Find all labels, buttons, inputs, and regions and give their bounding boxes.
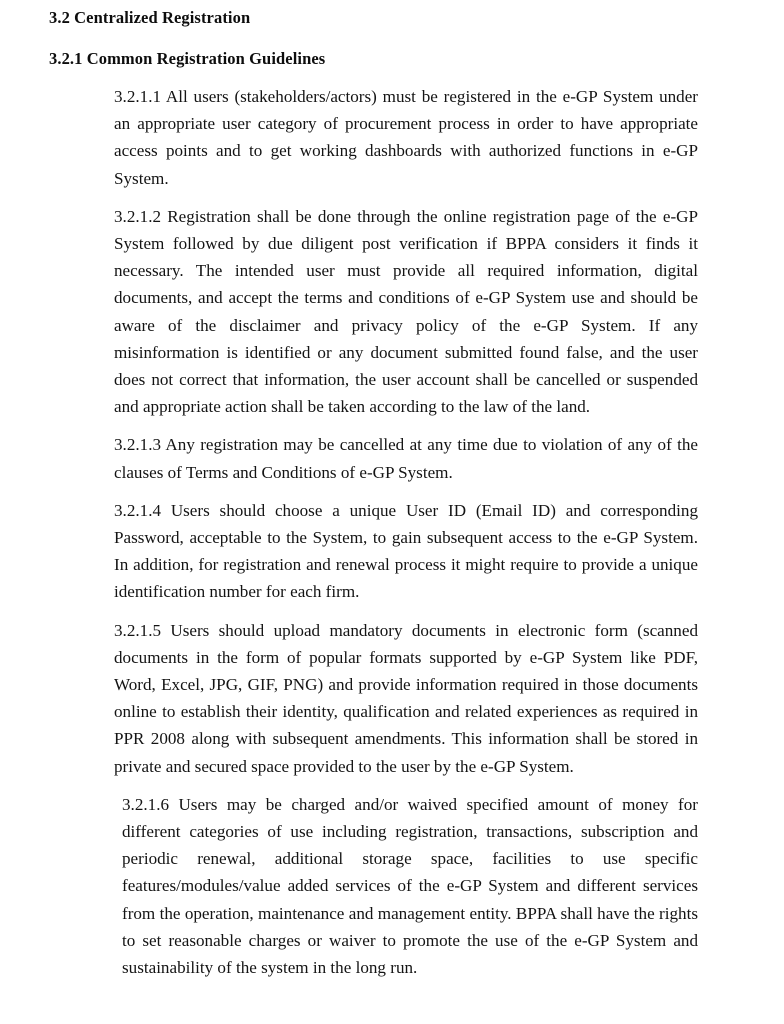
paragraph-3-2-1-5: 3.2.1.5 Users should upload mandatory documents in electronic form (scanned documents in the form of popular formats supported by e-GP System like PDF, Word, Excel, JPG, GIF, PNG) and provide information required in those documents online to establish their identity, qualification and related experiences as required in PPR 2008 along with subsequent amendments. This information shall be stored in private and secured space provided to the user by the e-GP System. [114,620,698,776]
body-text-block [0,83,784,981]
paragraph-3-2-1-2: 3.2.1.2 Registration shall be done through the online registration page of the e-GP System followed by due diligent post verification if BPPA considers it finds it necessary. The intended user must provide all required information, digital documents, and accept the terms and conditions of e-GP System use and should be aware of the disclaimer and privacy policy of the e-GP System. If any misinformation is identified or any document submitted found false, and the user does not correct that information, the user account shall be cancelled or suspended and appropriate action shall be taken according to the law of the land. [114,206,698,417]
paragraph-3-2-1-3: 3.2.1.3 Any registration may be cancelled at any time due to violation of any of the clauses of Terms and Conditions of e-GP System. [114,435,698,482]
paragraph-3-2-1-6: 3.2.1.6 Users may be charged and/or waived specified amount of money for different categories of use including registration, transactions, subscription and periodic renewal, additional storage space, facilities to use specific features/modules/value added services of the e-GP System and different services from the operation, maintenance and management entity. BPPA shall have the rights to set reasonable charges or waiver to promote the use of the e-GP System and sustainability of the system in the long run. [122,794,698,978]
section-heading-3-2: 3.2 Centralized Registration [49,8,251,27]
section-heading-3-2-1: 3.2.1 Common Registration Guidelines [49,49,326,68]
paragraph-3-2-1-4: 3.2.1.4 Users should choose a unique User ID (Email ID) and corresponding Password, acceptable to the System, to gain subsequent access to the e-GP System. In addition, for registration and renewal process it might require to provide a unique identification number for each firm. [114,500,698,602]
paragraph-3-2-1-1: 3.2.1.1 All users (stakeholders/actors) must be registered in the e-GP System under an appropriate user category of procurement process in order to have appropriate access points and to get working dashboards with authorized functions in e-GP System. [114,87,698,188]
